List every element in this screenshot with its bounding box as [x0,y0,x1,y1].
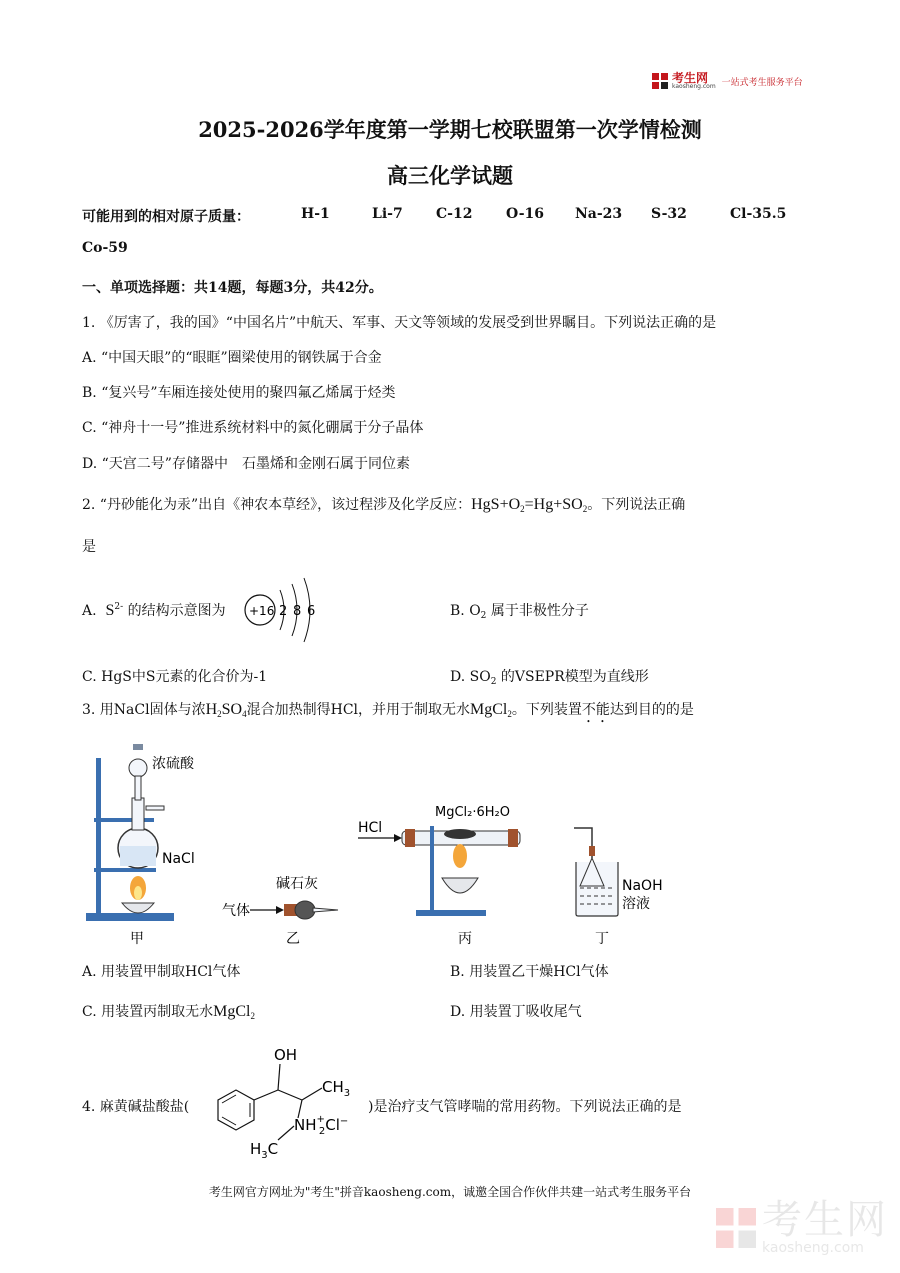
mass-li: Li-7 [372,206,403,222]
q2-equation: $HgS+O_2=Hg+SO_2$ [471,496,588,514]
watermark-logo-icon [716,1208,756,1248]
q1-option-d: D. “天宫二号”存储器中 石墨烯和金刚石属于同位素 [82,456,410,472]
q3-option-b: B. 用装置乙干燥HCl气体 [450,964,609,980]
shell-2: 8 [293,604,302,619]
mass-h: H-1 [301,206,330,222]
watermark [716,1197,888,1256]
brand-slogan: 一站式考生服务平台 [721,77,803,88]
label-nacl: NaCl [162,851,195,867]
q3-option-a: A. 用装置甲制取HCl气体 [82,964,241,980]
brand-name: 考生网 [672,71,709,85]
apparatus-figure [80,738,680,950]
caption-bing: 丙 [458,931,472,947]
label-soda-lime: 碱石灰 [276,876,318,892]
q2-option-a: A. $S^{2-}$ 的结构示意图为 [82,602,226,619]
q2-option-d: D. $SO_2$ 的VSEPR模型为直线形 [450,669,649,687]
brand-logo [652,72,803,90]
q1-stem: 1. 《厉害了，我的国》“中国名片”中航天、军事、天文等领域的发展受到世界瞩目。下列说法正确的是 [82,315,717,331]
footer-text: 考生网官方网址为"考生"拼音kaosheng.com，诚邀全国合作伙伴共建一站式考生服务平台 [208,1185,692,1199]
shell-1: 2 [279,604,288,619]
nucleus-charge: +16 [249,604,275,618]
q2-stem-cont: 是 [82,539,96,555]
mass-cl: Cl-35.5 [730,206,787,222]
label-gas: 气体 [222,903,250,919]
q1-option-a: A. “中国天眼”的“眼眶”圈梁使用的钢铁属于合金 [82,350,382,366]
label-hcl: HCl [358,820,383,836]
q1-option-b: B. “复兴号”车厢连接处使用的聚四氟乙烯属于烃类 [82,385,396,401]
mass-na: Na-23 [575,206,623,222]
caption-ding: 丁 [595,931,609,947]
section-heading: 一、单项选择题：共14题，每题3分，共42分。 [82,280,383,296]
mass-s: S-32 [651,206,687,222]
s2-ion-diagram [240,574,330,650]
label-h3c: $H_3C$ [250,1140,279,1160]
mass-o: O-16 [506,206,545,222]
q4-stem-post: )是治疗支气管哮喘的常用药物。下列说法正确的是 [368,1099,682,1115]
watermark-url: kaosheng.com [762,1240,864,1256]
label-oh: OH [274,1046,298,1064]
atomic-mass-label: 可能用到的相对原子质量： [82,209,250,225]
ephedrine-structure [198,1040,368,1160]
caption-yi: 乙 [286,931,300,947]
label-conc-sulfuric-acid: 浓硫酸 [152,756,194,772]
q2-option-b: B. $O_2$ 属于非极性分子 [450,603,589,621]
apparatus-bing [358,805,520,947]
shell-3: 6 [307,604,316,619]
apparatus-yi [222,876,338,947]
label-solution: 溶液 [622,896,650,912]
q3-option-c: C. 用装置丙制取无水MgCl$_2$ [82,1003,255,1021]
q2-stem: 2. “丹砂能化为汞”出自《神农本草经》，该过程涉及化学反应：$HgS+O_2=Hg+SO_2$。下列说法正确 [82,496,686,514]
q3-option-d: D. 用装置丁吸收尾气 [450,1004,582,1020]
q3-stem: 3. 用NaCl固体与浓$H_2SO_4$混合加热制得HCl，并用于制取无水MgCl$_2$。下列装置不能达到目的的是 [82,701,694,719]
q1-option-c: C. “神舟十一号”推进系统材料中的氮化硼属于分子晶体 [82,420,424,436]
q4-stem-pre: 4. 麻黄碱盐酸盐( [82,1099,190,1115]
q2-option-c: C. HgS中S元素的化合价为-1 [82,669,268,685]
label-naoh: NaOH [622,878,663,894]
apparatus-ding [574,828,663,947]
brand-domain: kaosheng.com [672,83,716,90]
apparatus-jia [86,744,195,947]
label-nh2-cl: NH+ 2Cl− [294,1114,349,1137]
logo-icon [652,73,668,89]
exam-title: 2025-2026学年度第一学期七校联盟第一次学情检测 [198,117,702,142]
emphasis-not: 不能 [581,702,610,718]
watermark-text: 考生网 [762,1197,888,1243]
mass-c: C-12 [436,206,473,222]
label-ch3: $CH_3$ [322,1078,351,1099]
exam-subtitle: 高三化学试题 [387,163,513,188]
mass-co: Co-59 [82,240,128,256]
label-mgcl2-hydrate: MgCl₂·6H₂O [435,805,510,820]
caption-jia: 甲 [130,931,144,947]
